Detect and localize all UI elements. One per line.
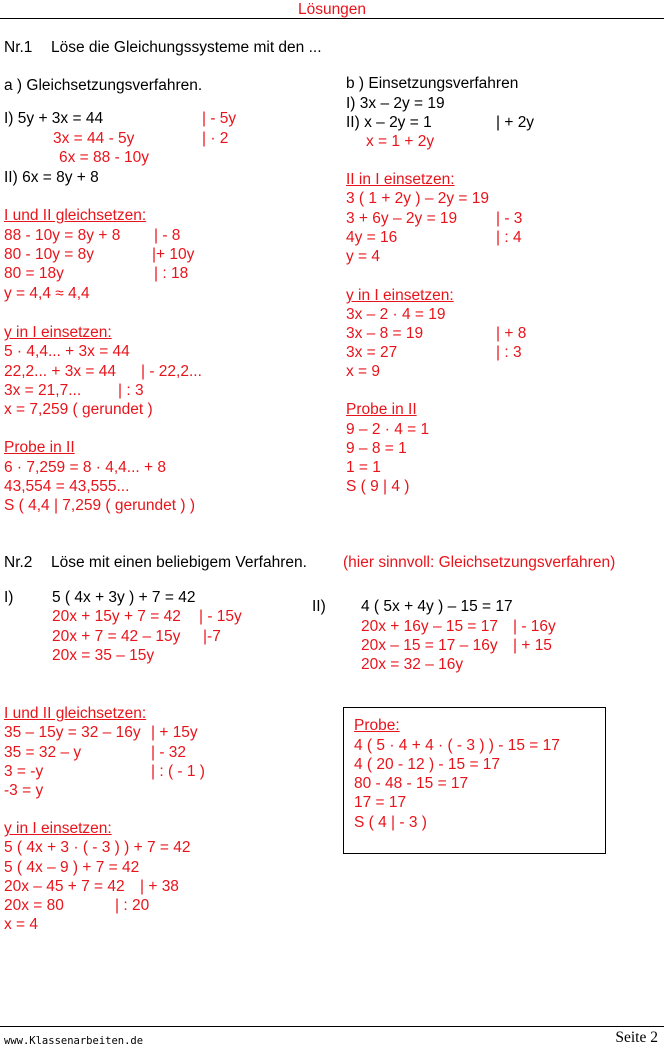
task1a-s1l4: y = 4,4 ≈ 4,4 xyxy=(4,285,90,302)
header-divider xyxy=(0,18,664,19)
probe-l1: 4 ( 5 · 4 + 4 · ( - 3 ) ) - 15 = 17 xyxy=(354,737,560,754)
task1a-s1l1-op: | - 8 xyxy=(154,227,181,244)
task1b-title: b ) Einsetzungsverfahren xyxy=(346,75,519,92)
task2-sec2-l1: 5 ( 4x + 3 · ( - 3 ) ) + 7 = 42 xyxy=(4,839,191,856)
task2-II-l2: 20x – 15 = 17 – 16y xyxy=(361,637,498,654)
task2-I-eq: 5 ( 4x + 3y ) + 7 = 42 xyxy=(52,589,196,606)
task2-II-l3: 20x = 32 – 16y xyxy=(361,656,464,673)
task1a-s1l2: 80 - 10y = 8y xyxy=(4,246,95,263)
footer-divider xyxy=(0,1026,664,1027)
task2-I-label: I) xyxy=(4,589,14,606)
task2-sec1-title: I und II gleichsetzen: xyxy=(4,705,147,722)
task1b-s2l3-op: | : 3 xyxy=(496,344,522,361)
task1b-s2l3: 3x = 27 xyxy=(346,344,398,361)
task1b-s3l2: 9 – 8 = 1 xyxy=(346,440,407,457)
task1a-sec1-title: I und II gleichsetzen: xyxy=(4,207,147,224)
task1a-s1l2-op: |+ 10y xyxy=(152,246,195,263)
task1b-s3l1: 9 – 2 · 4 = 1 xyxy=(346,421,430,438)
task1a-r1-op: | · 2 xyxy=(202,130,229,147)
task1a-r2: 6x = 88 - 10y xyxy=(59,149,150,166)
task1-heading: Löse die Gleichungssysteme mit den ... xyxy=(51,39,322,56)
task1b-sec3-title: Probe in II xyxy=(346,401,417,418)
task1a-s2l3: 3x = 21,7... xyxy=(4,382,82,399)
task2-sec1-l3: 3 = -y xyxy=(4,763,44,780)
probe-l4: 17 = 17 xyxy=(354,794,407,811)
task2-sec1-l4: -3 = y xyxy=(4,782,44,799)
task1b-s3l3: 1 = 1 xyxy=(346,459,381,476)
task1a-sec2-title: y in I einsetzen: xyxy=(4,324,112,341)
task1b-s2l2: 3x – 8 = 19 xyxy=(346,325,424,342)
task2-I-l1: 20x + 15y + 7 = 42 xyxy=(52,608,181,625)
footer-website: www.Klassenarbeiten.de xyxy=(4,1035,144,1047)
task2-I-l2-op: |-7 xyxy=(203,628,221,645)
task1a-s1l3: 80 = 18y xyxy=(4,265,64,282)
task1a-s1l3-op: | : 18 xyxy=(154,265,189,282)
probe-title: Probe: xyxy=(354,717,400,734)
task1a-r1: 3x = 44 - 5y xyxy=(53,130,135,147)
task1a-title: a ) Gleichsetzungsverfahren. xyxy=(4,77,203,94)
task1a-s2l4: x = 7,259 ( gerundet ) xyxy=(4,401,153,418)
task1b-s1l2: 3 + 6y – 2y = 19 xyxy=(346,210,458,227)
task1b-s1l3: 4y = 16 xyxy=(346,229,398,246)
task1b-s1l3-op: | : 4 xyxy=(496,229,522,246)
task2-number: Nr.2 xyxy=(4,554,33,571)
task2-sec2-l2: 5 ( 4x – 9 ) + 7 = 42 xyxy=(4,859,140,876)
task2-I-l2: 20x + 7 = 42 – 15y xyxy=(52,628,181,645)
task1b-r1: x = 1 + 2y xyxy=(366,133,435,150)
probe-l2: 4 ( 20 - 12 ) - 15 = 17 xyxy=(354,756,501,773)
task1b-sec2-title: y in I einsetzen: xyxy=(346,287,454,304)
task2-sec2-l4-op: | : 20 xyxy=(115,897,150,914)
task2-I-l3: 20x = 35 – 15y xyxy=(52,647,155,664)
task1b-eq1: I) 3x – 2y = 19 xyxy=(346,95,445,112)
task1a-s2l2: 22,2... + 3x = 44 xyxy=(4,363,117,380)
task1a-eq2: II) 6x = 8y + 8 xyxy=(4,169,99,186)
task2-sec2-l3: 20x – 45 + 7 = 42 xyxy=(4,878,125,895)
task2-hint: (hier sinnvoll: Gleichsetzungsverfahren) xyxy=(343,554,616,571)
task2-sec2-l3-op: | + 38 xyxy=(140,878,179,895)
task2-I-l1-op: | - 15y xyxy=(199,608,242,625)
task1b-s2l2-op: | + 8 xyxy=(496,325,527,342)
task2-II-label: II) xyxy=(312,598,326,615)
probe-l5: S ( 4 | - 3 ) xyxy=(354,814,427,831)
task1a-eq1: I) 5y + 3x = 44 xyxy=(4,110,104,127)
task2-heading: Löse mit einen beliebigem Verfahren. xyxy=(51,554,307,571)
task2-sec2-l5: x = 4 xyxy=(4,916,39,933)
task1a-eq1-op: | - 5y xyxy=(202,110,237,127)
task1b-eq2: II) x – 2y = 1 xyxy=(346,114,432,131)
probe-box xyxy=(343,707,606,854)
task2-sec1-l1: 35 – 15y = 32 – 16y xyxy=(4,724,141,741)
task1b-s3l4: S ( 9 | 4 ) xyxy=(346,478,410,495)
task1b-s1l2-op: | - 3 xyxy=(496,210,523,227)
task1a-s3l2: 43,554 = 43,555... xyxy=(4,478,130,495)
task2-sec1-l3-op: | : ( - 1 ) xyxy=(151,763,205,780)
task1b-sec1-title: II in I einsetzen: xyxy=(346,171,455,188)
task1b-eq2-op: | + 2y xyxy=(496,114,535,131)
task1a-s1l1: 88 - 10y = 8y + 8 xyxy=(4,227,121,244)
task2-sec1-l1-op: | + 15y xyxy=(151,724,198,741)
task1a-sec3-title: Probe in II xyxy=(4,439,75,456)
task2-II-l1: 20x + 16y – 15 = 17 xyxy=(361,618,499,635)
task1a-s2l2-op: | - 22,2... xyxy=(141,363,202,380)
task1a-s3l1: 6 · 7,259 = 8 · 4,4... + 8 xyxy=(4,459,166,476)
task2-II-l1-op: | - 16y xyxy=(513,618,556,635)
page-title: Lösungen xyxy=(297,1,367,18)
task2-sec2-l4: 20x = 80 xyxy=(4,897,64,914)
task2-II-eq: 4 ( 5x + 4y ) – 15 = 17 xyxy=(361,598,513,615)
footer-page-number: Seite 2 xyxy=(615,1029,658,1046)
task1b-s2l1: 3x – 2 · 4 = 19 xyxy=(346,306,446,323)
task1a-s3l3: S ( 4,4 | 7,259 ( gerundet ) ) xyxy=(4,497,195,514)
task1a-s2l3-op: | : 3 xyxy=(118,382,144,399)
probe-l3: 80 - 48 - 15 = 17 xyxy=(354,775,469,792)
task1b-s1l4: y = 4 xyxy=(346,248,381,265)
task2-II-l2-op: | + 15 xyxy=(513,637,552,654)
task1a-s2l1: 5 · 4,4... + 3x = 44 xyxy=(4,343,130,360)
task2-sec1-l2-op: | - 32 xyxy=(151,744,187,761)
task2-sec1-l2: 35 = 32 – y xyxy=(4,744,82,761)
task1-number: Nr.1 xyxy=(4,39,33,56)
task1b-s2l4: x = 9 xyxy=(346,363,381,380)
task2-sec2-title: y in I einsetzen: xyxy=(4,820,112,837)
task1b-s1l1: 3 ( 1 + 2y ) – 2y = 19 xyxy=(346,190,490,207)
